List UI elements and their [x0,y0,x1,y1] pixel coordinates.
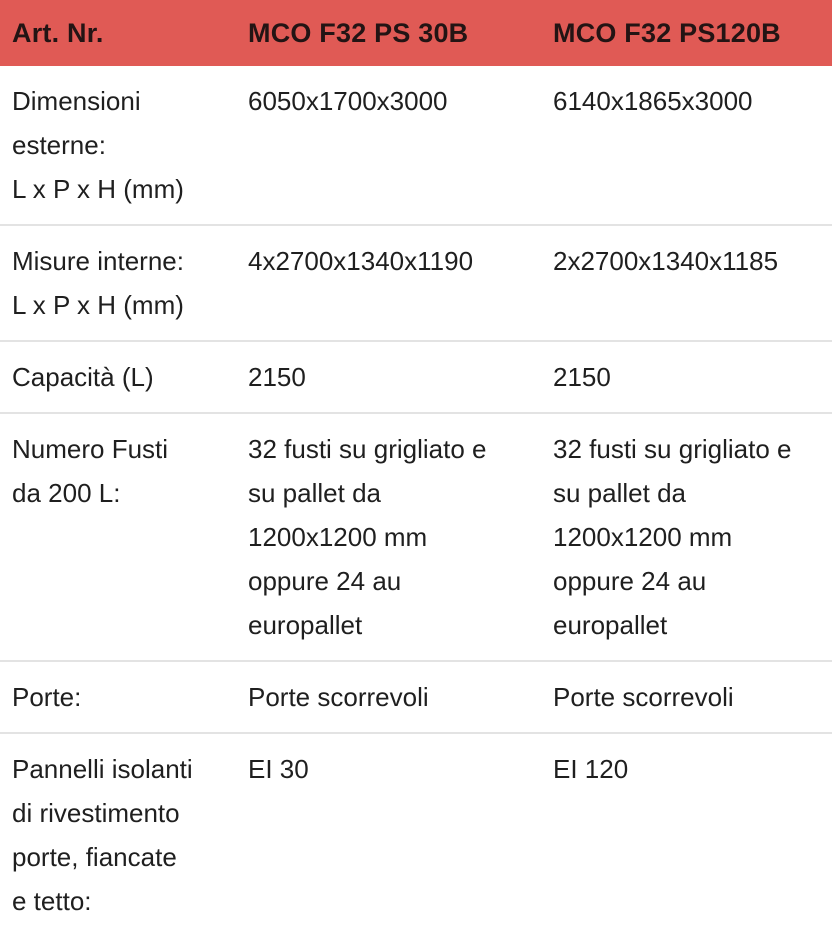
table-header [0,0,832,66]
label-line: di rivestimento [12,798,180,828]
table-row [0,66,832,225]
value-line: su pallet da [248,478,381,508]
header-model-120b: MCO F32 PS120B [553,17,781,48]
cell-30b [237,413,542,661]
value-line: 1200x1200 mm [248,522,428,552]
label-line: Porte: [12,682,82,712]
label-line: e tetto: [12,886,92,916]
table-row [0,733,832,936]
label-line: Misure interne: [12,246,184,276]
cell-120b: 2x2700x1340x1185 [553,246,779,276]
label-line: esterne: [12,130,106,160]
row-label [0,413,237,661]
label-line: L x P x H (mm) [12,174,184,204]
row-label [0,225,237,341]
value-line: europallet [248,610,363,640]
header-art-nr: Art. Nr. [12,17,104,48]
cell-30b: 2150 [248,362,306,392]
label-line: da 200 L: [12,478,121,508]
value-line: su pallet da [553,478,686,508]
label-line: L x P x H (mm) [12,290,184,320]
cell-120b: Porte scorrevoli [553,682,734,712]
cell-30b: Porte scorrevoli [248,682,429,712]
cell-120b: 2150 [553,362,611,392]
table-row [0,413,832,661]
cell-30b: EI 30 [248,754,309,784]
label-line: Capacità (L) [12,362,154,392]
table-row [0,341,832,413]
value-line: 1200x1200 mm [553,522,733,552]
cell-120b: EI 120 [553,754,629,784]
header-model-30b: MCO F32 PS 30B [248,17,469,48]
label-line: porte, fiancate [12,842,177,872]
label-line: Numero Fusti [12,434,169,464]
label-line: Pannelli isolanti [12,754,193,784]
cell-30b: 4x2700x1340x1190 [248,246,474,276]
value-line: oppure 24 au [553,566,707,596]
cell-120b [542,413,832,661]
table-row [0,661,832,733]
label-line: Dimensioni [12,86,141,116]
value-line: 32 fusti su grigliato e [248,434,487,464]
table-row [0,225,832,341]
row-label [0,341,237,413]
row-label [0,733,237,936]
value-line: 32 fusti su grigliato e [553,434,792,464]
cell-30b: 6050x1700x3000 [248,86,448,116]
row-label [0,661,237,733]
table-body [0,66,832,936]
row-label [0,66,237,225]
value-line: oppure 24 au [248,566,402,596]
value-line: europallet [553,610,668,640]
header-row [0,0,832,66]
cell-120b: 6140x1865x3000 [553,86,753,116]
